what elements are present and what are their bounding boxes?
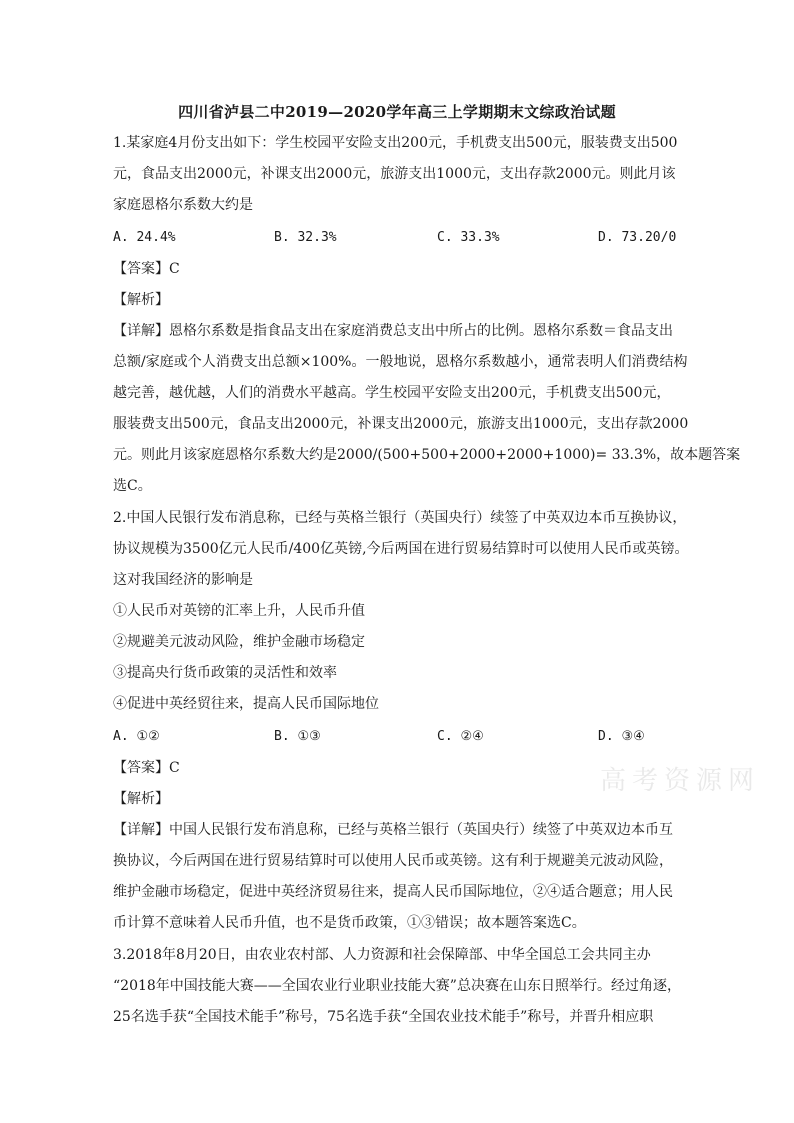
- q3-stem-line-3: 25名选手获“全国技术能手”称号，75名选手获“全国农业技术能手”称号，并晋升相应职: [113, 1009, 654, 1025]
- q1-option-c: C. 33.3%: [437, 230, 500, 245]
- q1-answer: 【答案】C: [113, 261, 180, 277]
- q1-stem-line-1: 1.某家庭4月份支出如下：学生校园平安险支出200元，手机费支出500元，服装费支出500: [113, 135, 678, 151]
- q2-option-c: C. ②④: [437, 729, 484, 744]
- q3-stem-line-1: 3.2018年8月20日，由农业农村部、人力资源和社会保障部、中华全国总工会共同主办: [113, 947, 651, 963]
- q1-detail-line-4: 服装费支出500元，食品支出2000元，补课支出2000元，旅游支出1000元，支出存款2000: [113, 416, 689, 432]
- q2-analysis-label: 【解析】: [113, 791, 169, 807]
- q2-option-a: A. ①②: [113, 729, 160, 744]
- q1-detail-line-1: 【详解】恩格尔系数是指食品支出在家庭消费总支出中所占的比例。恩格尔系数＝食品支出: [113, 323, 673, 339]
- q2-statement-2: ②规避美元波动风险，维护金融市场稳定: [113, 634, 365, 650]
- q1-stem-line-2: 元，食品支出2000元，补课支出2000元，旅游支出1000元，支出存款2000元。则此月该: [113, 166, 676, 182]
- q2-stem-line-3: 这对我国经济的影响是: [113, 572, 253, 588]
- q1-detail-line-5: 元。则此月该家庭恩格尔系数大约是2000/(500+500+2000+2000+1000)= 33.3%，故本题答案: [113, 447, 741, 463]
- q1-option-b: B. 32.3%: [274, 230, 337, 245]
- q2-option-b: B. ①③: [274, 729, 321, 744]
- q2-answer: 【答案】C: [113, 760, 180, 776]
- q2-statement-4: ④促进中英经贸往来，提高人民币国际地位: [113, 696, 379, 712]
- q1-detail-line-6: 选C。: [113, 478, 152, 494]
- page-title: 四川省泸县二中2019—2020学年高三上学期期末文综政治试题: [178, 103, 616, 121]
- q2-detail-line-2: 换协议，今后两国在进行贸易结算时可以使用人民币或英镑。这有利于规避美元波动风险，: [113, 853, 673, 869]
- q2-stem-line-1: 2.中国人民银行发布消息称，已经与英格兰银行（英国央行）续签了中英双边本币互换协议，: [113, 510, 687, 526]
- q1-detail-line-3: 越完善，越优越，人们的消费水平越高。学生校园平安险支出200元，手机费支出500元，: [113, 385, 671, 401]
- q3-stem-line-2: “2018年中国技能大赛——全国农业行业职业技能大赛”总决赛在山东日照举行。经过角逐，: [113, 978, 681, 994]
- q1-stem-line-3: 家庭恩格尔系数大约是: [113, 197, 253, 213]
- q2-detail-line-3: 维护金融市场稳定，促进中英经济贸易往来，提高人民币国际地位，②④适合题意；用人民: [113, 884, 673, 900]
- q2-detail-line-1: 【详解】中国人民银行发布消息称，已经与英格兰银行（英国央行）续签了中英双边本币互: [113, 822, 673, 838]
- q1-detail-line-2: 总额/家庭或个人消费支出总额×100%。一般地说，恩格尔系数越小，通常表明人们消费结构: [113, 354, 688, 370]
- q2-detail-line-4: 币计算不意味着人民币升值，也不是货币政策，①③错误；故本题答案选C。: [113, 915, 586, 931]
- q1-option-d: D. 73.20/0: [598, 230, 677, 245]
- q2-statement-3: ③提高央行货币政策的灵活性和效率: [113, 665, 337, 681]
- q1-option-a: A. 24.4%: [113, 230, 176, 245]
- q2-stem-line-2: 协议规模为3500亿元人民币/400亿英镑,今后两国在进行贸易结算时可以使用人民币或英镑。: [113, 541, 689, 557]
- watermark: 高考资源网: [600, 766, 761, 796]
- q2-statement-1: ①人民币对英镑的汇率上升，人民币升值: [113, 603, 365, 619]
- q2-option-d: D. ③④: [598, 729, 645, 744]
- q1-analysis-label: 【解析】: [113, 292, 169, 308]
